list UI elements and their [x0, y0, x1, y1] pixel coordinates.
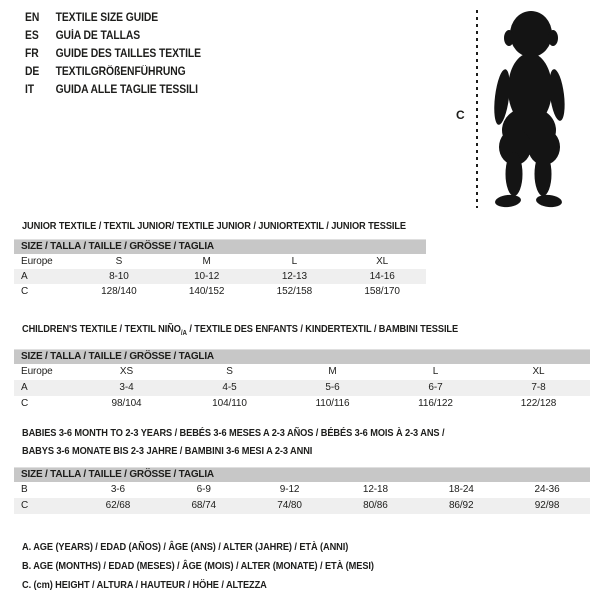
row-label-cell: A	[14, 269, 75, 284]
table-row	[14, 269, 426, 284]
row-label-cell: A	[14, 380, 75, 396]
value-cell: 152/158	[276, 285, 313, 297]
babies-title-line2: BABYS 3-6 MONATE BIS 2-3 JAHRE / BAMBINI 3-6 MESI A 2-3 ANNI	[22, 445, 313, 457]
value-cell: 8-10	[75, 269, 163, 284]
value-cell: 110/116	[315, 398, 350, 409]
language-code: IT	[25, 84, 35, 96]
row-label-cell: C	[14, 498, 75, 514]
language-row	[25, 63, 201, 81]
language-title: GUIDA ALLE TAGLIE TESSILI	[55, 84, 198, 96]
size-header-cell: SIZE / TALLA / TAILLE / GRÖSSE / TAGLIA	[14, 240, 426, 254]
children-title-subscript: /A	[180, 330, 187, 338]
language-title: TEXTILE SIZE GUIDE	[55, 12, 159, 24]
value-cell: L	[291, 255, 298, 267]
value-cell: 122/128	[520, 398, 557, 409]
value-cell: 18-24	[448, 484, 474, 495]
language-code: FR	[25, 48, 39, 60]
value-cell: M	[202, 255, 211, 267]
value-cell: 6-9	[196, 484, 211, 495]
legend-line-c: C. (cm) HEIGHT / ALTURA / HAUTEUR / HÖHE / ALTEZZA	[22, 579, 267, 591]
row-label-cell: C	[21, 398, 29, 409]
language-title: TEXTILGRÖßENFÜHRUNG	[55, 66, 186, 78]
table-row	[14, 284, 426, 299]
value-cell: 14-16	[338, 269, 426, 284]
value-cell: XS	[119, 366, 134, 377]
value-cell: S	[226, 366, 233, 377]
value-cell: 24-36	[534, 484, 560, 495]
value-cell: 12-13	[251, 269, 339, 284]
language-code: DE	[25, 66, 40, 78]
value-cell: 86/92	[418, 498, 504, 514]
language-code: ES	[25, 30, 39, 42]
row-label-cell: C	[21, 285, 29, 297]
language-row	[25, 9, 201, 27]
babies-title-line1: BABIES 3-6 MONTH TO 2-3 YEARS / BEBÉS 3-6 MESES A 2-3 AÑOS / BÉBÉS 3-6 MOIS À 2-3 ANS /	[22, 427, 445, 439]
row-label-cell: B	[21, 484, 28, 495]
value-cell: 9-12	[279, 484, 300, 495]
children-title-post: / TEXTILE DES ENFANTS / KINDERTEXTIL / BAMBINI TESSILE	[186, 323, 459, 335]
children-size-table	[14, 349, 590, 412]
value-cell: 68/74	[161, 498, 247, 514]
value-cell: 98/104	[111, 398, 142, 409]
section-title-junior: JUNIOR TEXTILE / TEXTIL JUNIOR/ TEXTILE JUNIOR / JUNIORTEXTIL / JUNIOR TESSILE	[22, 220, 407, 232]
value-cell: 158/170	[364, 285, 400, 297]
row-label-cell: Europe	[21, 255, 53, 267]
value-cell: 7-8	[487, 380, 590, 396]
value-cell: S	[115, 255, 123, 267]
value-cell: 92/98	[504, 498, 590, 514]
size-header-cell: SIZE / TALLA / TAILLE / GRÖSSE / TAGLIA	[14, 350, 590, 364]
height-reference-dashed-line	[476, 10, 478, 208]
value-cell: 80/86	[332, 498, 418, 514]
table-header-row	[14, 468, 590, 482]
legend	[22, 538, 422, 595]
value-cell: 12-18	[362, 484, 388, 495]
value-cell: 104/110	[212, 398, 247, 409]
table-row	[14, 380, 590, 396]
legend-line-a: A. AGE (YEARS) / EDAD (AÑOS) / ÂGE (ANS) / ALTER (JAHRE) / ETÀ (ANNI)	[22, 541, 349, 553]
table-row	[14, 364, 590, 380]
children-title-pre: CHILDREN'S TEXTILE / TEXTIL NIÑO	[22, 323, 181, 335]
language-row	[25, 27, 201, 45]
value-cell: L	[432, 366, 439, 377]
value-cell: 6-7	[384, 380, 487, 396]
value-cell: XL	[532, 366, 545, 377]
value-cell: 3-4	[75, 380, 178, 396]
value-cell: 74/80	[247, 498, 333, 514]
value-cell: 3-6	[110, 484, 125, 495]
table-row	[14, 254, 426, 269]
baby-silhouette-icon	[486, 11, 572, 211]
language-title: GUIDE DES TAILLES TEXTILE	[55, 48, 201, 60]
legend-line-b: B. AGE (MONTHS) / EDAD (MESES) / ÂGE (MOIS) / ALTER (MONATE) / ETÀ (MESI)	[22, 560, 374, 572]
junior-size-table	[14, 239, 426, 299]
language-title: GUÍA DE TALLAS	[55, 30, 141, 42]
height-measure-label: C	[456, 108, 465, 122]
value-cell: 116/122	[418, 398, 453, 409]
value-cell: M	[328, 366, 337, 377]
value-cell: 10-12	[163, 269, 251, 284]
language-list	[25, 9, 221, 99]
size-header-cell: SIZE / TALLA / TAILLE / GRÖSSE / TAGLIA	[14, 468, 590, 482]
language-code: EN	[25, 12, 40, 24]
value-cell: 4-5	[178, 380, 281, 396]
babies-size-table	[14, 467, 590, 514]
value-cell: 5-6	[281, 380, 384, 396]
value-cell: 140/152	[188, 285, 225, 297]
table-row	[14, 482, 590, 498]
table-row	[14, 396, 590, 412]
value-cell: 62/68	[75, 498, 161, 514]
table-header-row	[14, 350, 590, 364]
value-cell: XL	[376, 255, 389, 267]
language-row	[25, 81, 201, 99]
table-row	[14, 498, 590, 514]
language-row	[25, 45, 201, 63]
row-label-cell: Europe	[21, 366, 53, 377]
section-title-children	[22, 320, 458, 343]
table-header-row	[14, 240, 426, 254]
section-title-babies	[22, 424, 444, 460]
value-cell: 128/140	[101, 285, 137, 297]
